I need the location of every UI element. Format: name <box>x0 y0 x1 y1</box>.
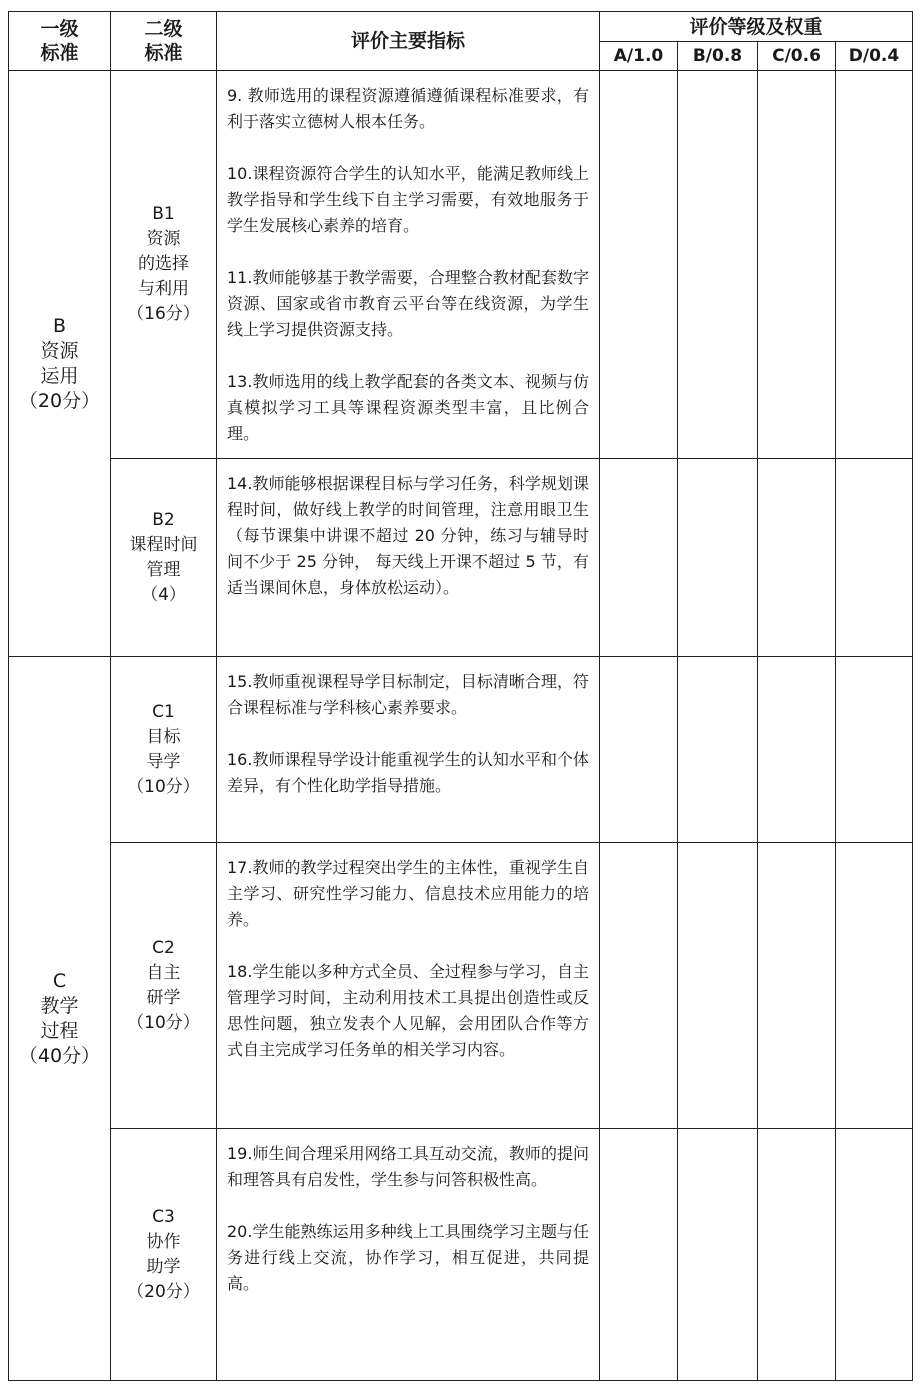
level2-cell: C1 目标 导学 （10分） <box>111 657 217 843</box>
header-row <box>9 12 913 42</box>
grade-a-cell[interactable] <box>600 71 678 459</box>
grade-b-cell[interactable] <box>678 1129 758 1381</box>
grade-c-cell[interactable] <box>758 459 836 657</box>
indicator-cell <box>217 843 600 1129</box>
indicator-item: 15.教师重视课程导学目标制定，目标清晰合理，符合课程标准与学科核心素养要求。 <box>227 672 589 717</box>
grade-d-cell[interactable] <box>836 459 913 657</box>
grade-b-cell[interactable] <box>678 843 758 1129</box>
grade-d-cell[interactable] <box>836 843 913 1129</box>
evaluation-document <box>8 11 913 1381</box>
table-row <box>9 71 913 459</box>
grade-d-header: D/0.4 <box>836 42 913 71</box>
table-row <box>9 843 913 1129</box>
grade-d-cell[interactable] <box>836 657 913 843</box>
level1-cell: C 教学 过程 （40分） <box>9 657 111 1381</box>
indicator-item: 18.学生能以多种方式全员、全过程参与学习，自主管理学习时间，主动利用技术工具提出创造性或反思性问题，独立发表个人见解，会用团队合作等方式自主完成学习任务单的相关学习内容。 <box>227 962 589 1059</box>
indicator-item: 11.教师能够基于教学需要，合理整合教材配套数字资源、国家或省市教育云平台等在线资源，为学生线上学习提供资源支持。 <box>227 268 589 339</box>
grade-c-cell[interactable] <box>758 657 836 843</box>
table-row <box>9 459 913 657</box>
grade-b-cell[interactable] <box>678 459 758 657</box>
grade-a-header: A/1.0 <box>600 42 678 71</box>
grade-c-cell[interactable] <box>758 71 836 459</box>
grade-a-cell[interactable] <box>600 657 678 843</box>
grade-d-cell[interactable] <box>836 1129 913 1381</box>
indicator-cell <box>217 1129 600 1381</box>
grade-c-cell[interactable] <box>758 1129 836 1381</box>
table-row <box>9 657 913 843</box>
indicator-cell <box>217 657 600 843</box>
grade-c-header: C/0.6 <box>758 42 836 71</box>
evaluation-table <box>8 11 913 1381</box>
grade-b-cell[interactable] <box>678 657 758 843</box>
indicator-item: 14.教师能够根据课程目标与学习任务，科学规划课程时间，做好线上教学的时间管理，注意用眼卫生（每节课集中讲课不超过 20 分钟，练习与辅导时间不少于 25 分钟， 每天线上开课不超过 5 节，有适当课间休息，身体放松运动）。 <box>227 474 589 597</box>
grade-b-header: B/0.8 <box>678 42 758 71</box>
indicator-item: 20.学生能熟练运用多种线上工具围绕学习主题与任务进行线上交流，协作学习，相互促进，共同提高。 <box>227 1222 589 1293</box>
table-row <box>9 1129 913 1381</box>
grade-a-cell[interactable] <box>600 459 678 657</box>
indicator-item: 19.师生间合理采用网络工具互动交流，教师的提问和理答具有启发性，学生参与问答积极性高。 <box>227 1144 589 1189</box>
indicator-item: 10.课程资源符合学生的认知水平，能满足教师线上教学指导和学生线下自主学习需要，有效地服务于学生发展核心素养的培育。 <box>227 164 589 235</box>
level1-cell: B 资源 运用 （20分） <box>9 71 111 657</box>
indicator-cell <box>217 459 600 657</box>
main-indicator-header: 评价主要指标 <box>217 12 600 71</box>
grade-weight-header: 评价等级及权重 <box>600 12 913 42</box>
indicator-item: 9. 教师选用的课程资源遵循遵循课程标准要求，有利于落实立德树人根本任务。 <box>227 86 589 131</box>
grade-d-cell[interactable] <box>836 71 913 459</box>
indicator-item: 16.教师课程导学设计能重视学生的认知水平和个体差异，有个性化助学指导措施。 <box>227 750 589 795</box>
level2-cell: C2 自主 研学 （10分） <box>111 843 217 1129</box>
grade-c-cell[interactable] <box>758 843 836 1129</box>
level2-cell: B2 课程时间 管理 （4） <box>111 459 217 657</box>
indicator-cell <box>217 71 600 459</box>
indicator-item: 13.教师选用的线上教学配套的各类文本、视频与仿真模拟学习工具等课程资源类型丰富，且比例合理。 <box>227 372 589 443</box>
indicator-item: 17.教师的教学过程突出学生的主体性，重视学生自主学习、研究性学习能力、信息技术应用能力的培养。 <box>227 858 589 929</box>
level2-cell: B1 资源 的选择 与利用 （16分） <box>111 71 217 459</box>
level2-header: 二级 标准 <box>111 12 217 71</box>
grade-a-cell[interactable] <box>600 1129 678 1381</box>
grade-b-cell[interactable] <box>678 71 758 459</box>
level1-header: 一级 标准 <box>9 12 111 71</box>
level2-cell: C3 协作 助学 （20分） <box>111 1129 217 1381</box>
grade-a-cell[interactable] <box>600 843 678 1129</box>
